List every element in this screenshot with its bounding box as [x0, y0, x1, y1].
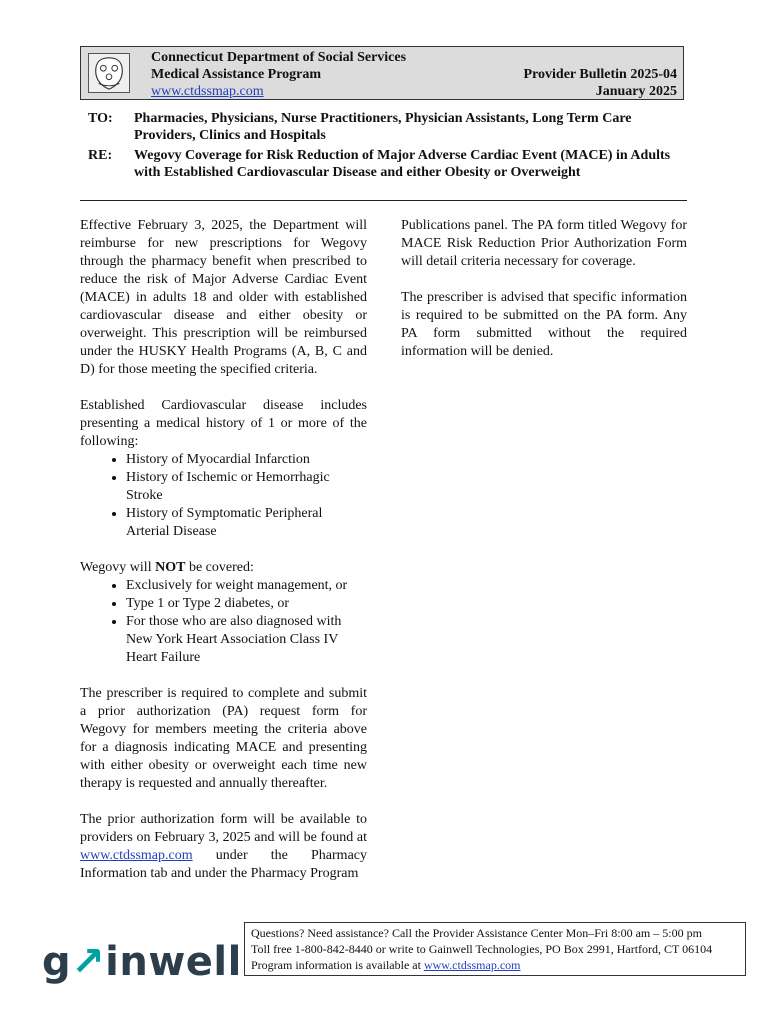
paragraph-effective-date: Effective February 3, 2025, the Department will reimburse for new prescriptions for Wegovy through the pharmacy benefit when prescribed to reduce the risk of Major Adverse Cardiac Event (MACE) in adults 18 and older with established cardiovascular disease and either obesity or overweight. This prescription will be reimbursed under the HUSKY Health Programs (A, B, C and D) for those meeting the specified criteria.: [80, 218, 367, 377]
paragraph-not-covered: Wegovy will NOT be covered:: [80, 560, 254, 575]
bulletin-date: January 2025: [595, 84, 677, 99]
re-label: RE:: [88, 148, 113, 163]
paragraph-pa-form-availability: The prior authorization form will be available to providers on February 3, 2025 and will be found at www.ctdssmap.com under the Pharmacy Information tab and under the Pharmacy Program: [80, 812, 367, 881]
contact-line-address: Toll free 1-800-842-8440 or write to Gainwell Technologies, PO Box 2991, Hartford, CT 06104: [251, 942, 713, 956]
cvd-criteria-list: [80, 451, 367, 541]
paragraph-cvd-definition: Established Cardiovascular disease includes presenting a medical history of 1 or more of the following:: [80, 398, 367, 449]
list-item: • For those who are also diagnosed with New York Heart Association Class IV Heart Failure: [126, 613, 367, 667]
to-recipients: Pharmacies, Physicians, Nurse Practitioners, Physician Assistants, Long Term Care Providers, Clinics and Hospitals: [134, 111, 632, 143]
memo-block: [88, 110, 688, 181]
header-divider: [80, 200, 687, 201]
paragraph-pa-form-availability-continued: Publications panel. The PA form titled Wegovy for MACE Risk Reduction Prior Authorization Form will detail criteria necessary for coverage.: [401, 218, 687, 269]
right-column: [401, 217, 687, 379]
list-item: • Exclusively for weight management, or: [126, 577, 367, 595]
exclusions-list: [80, 577, 367, 667]
footer-website-link[interactable]: www.ctdssmap.com: [423, 958, 521, 972]
gainwell-arrow-icon: ↗: [71, 939, 106, 985]
left-column: [80, 217, 367, 901]
body-website-link[interactable]: www.ctdssmap.com: [80, 848, 193, 863]
list-item: • Type 1 or Type 2 diabetes, or: [126, 595, 367, 613]
state-seal-icon: [88, 53, 130, 93]
header-website-link[interactable]: www.ctdssmap.com: [151, 84, 264, 99]
list-item: • History of Ischemic or Hemorrhagic Stroke: [126, 469, 367, 505]
gainwell-logo: g↗inwell: [42, 939, 242, 985]
contact-info-box: [244, 922, 746, 976]
list-item: • History of Symptomatic Peripheral Arterial Disease: [126, 505, 367, 541]
to-label: TO:: [88, 111, 113, 126]
paragraph-prior-authorization: The prescriber is required to complete and submit a prior authorization (PA) request form for Wegovy for members meeting the criteria above for a diagnosis indicating MACE and presenting with either obesity or overweight each time new therapy is requested and annually thereafter.: [80, 686, 367, 791]
contact-line-questions: Questions? Need assistance? Call the Provider Assistance Center Mon–Fri 8:00 am – 5:00 pm: [251, 926, 702, 940]
contact-line-program-info: Program information is available at www.ctdssmap.com: [251, 958, 521, 972]
program-name: Medical Assistance Program: [151, 67, 322, 82]
paragraph-prescriber-advisory: The prescriber is advised that specific information is required to be submitted on the PA form. Any PA form submitted without the required information will be denied.: [401, 290, 687, 359]
bulletin-number: Provider Bulletin 2025-04: [523, 67, 677, 82]
list-item: • History of Myocardial Infarction: [126, 451, 367, 469]
bulletin-header: [80, 46, 684, 100]
re-subject: Wegovy Coverage for Risk Reduction of Major Adverse Cardiac Event (MACE) in Adults with Established Cardiovascular Disease and either Obesity or Overweight: [134, 148, 671, 180]
department-name: Connecticut Department of Social Services: [151, 50, 407, 65]
